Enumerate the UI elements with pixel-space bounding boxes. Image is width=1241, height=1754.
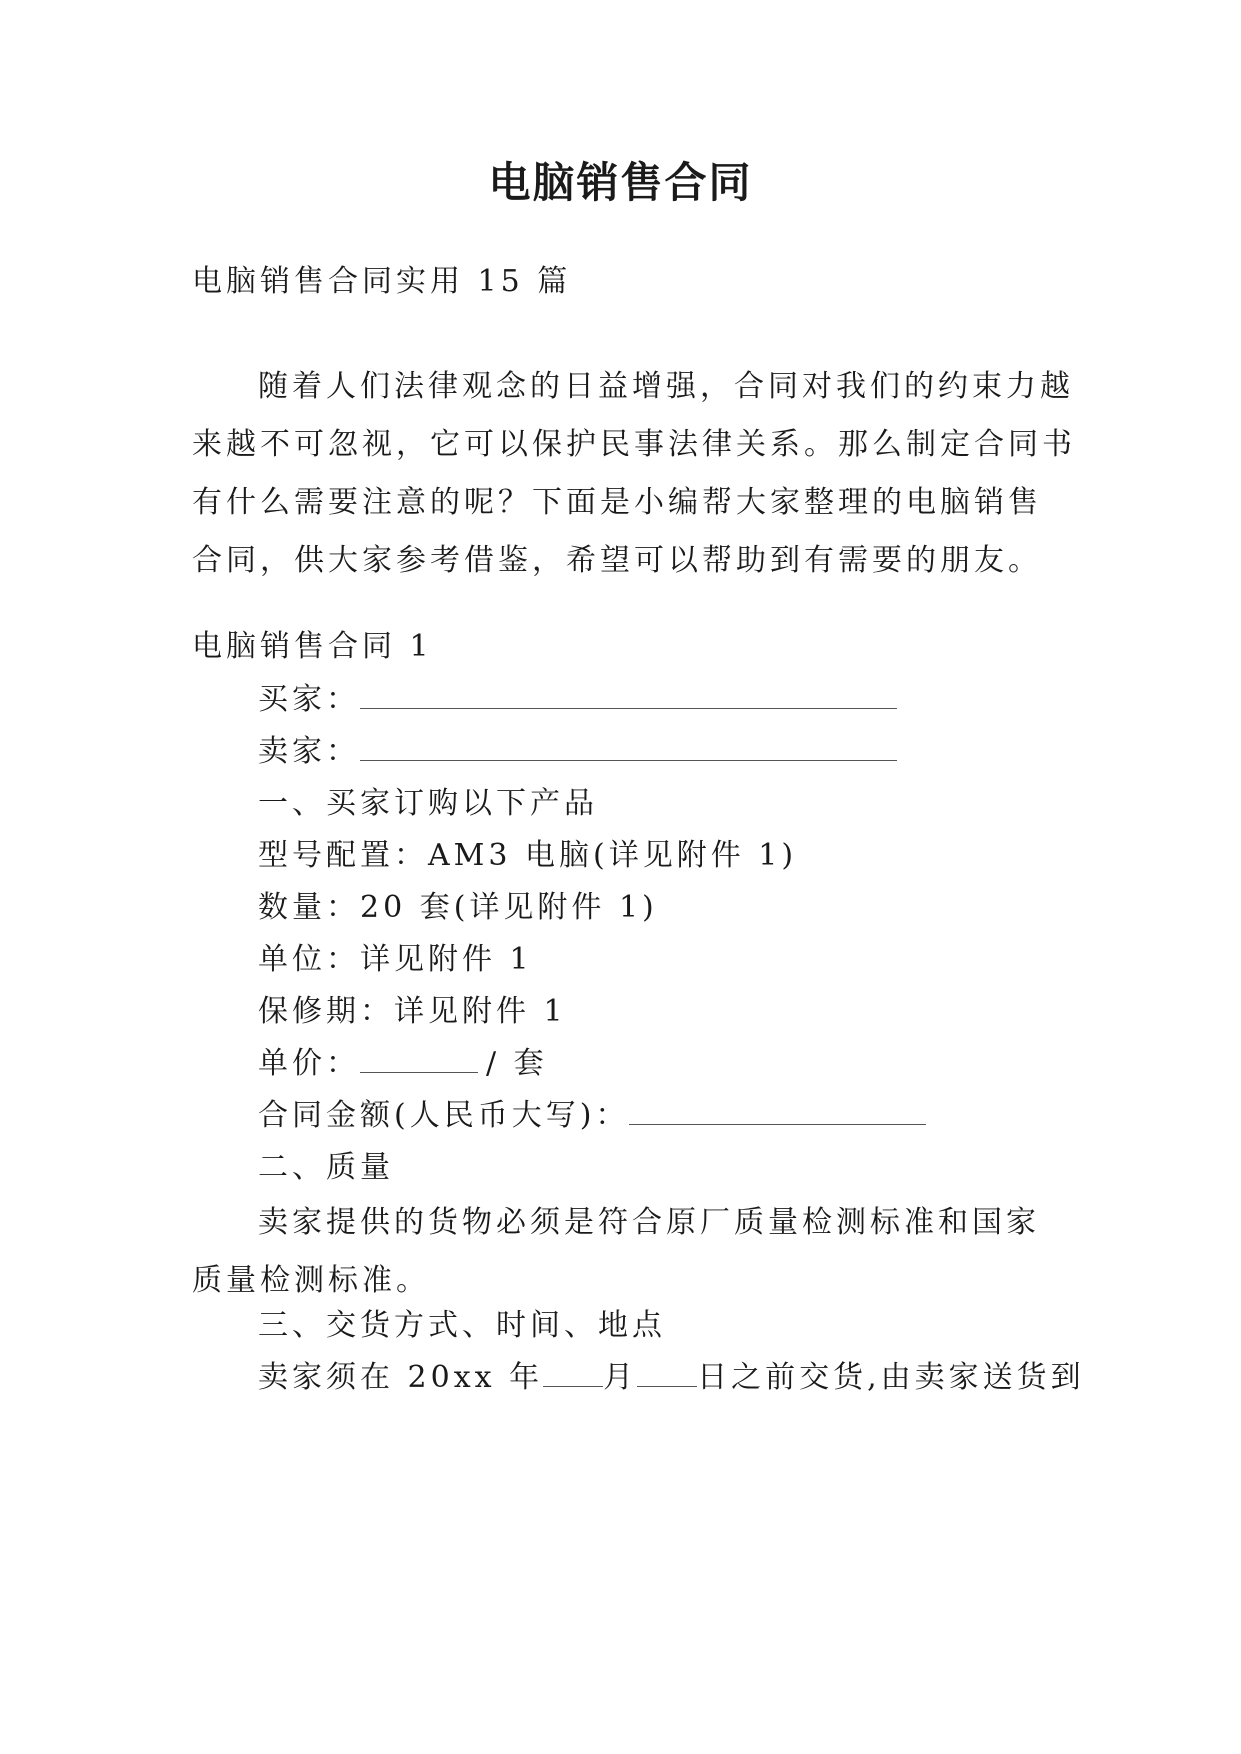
intro-line: 有什么需要注意的呢？下面是小编帮大家整理的电脑销售 [192,485,1042,520]
seller-line [258,732,897,772]
seller-blank [360,734,897,761]
quality-paragraph [192,1194,1052,1310]
document-title: 电脑销售合同 [488,158,753,207]
intro-line: 随着人们法律观念的日益增强，合同对我们的约束力越 [258,369,1074,404]
delivery-day-blank [637,1360,697,1387]
item3-heading: 三、交货方式、时间、地点 [258,1308,666,1343]
unit-line: 单位：详见附件 1 [258,942,533,977]
buyer-line [258,680,897,720]
warranty-line: 保修期：详见附件 1 [258,994,567,1029]
buyer-blank [360,682,897,709]
delivery-prefix: 卖家须在 20xx 年 [258,1360,544,1395]
intro-paragraph [192,358,1076,590]
intro-line: 合同，供大家参考借鉴，希望可以帮助到有需要的朋友。 [192,543,1042,578]
item1-heading: 一、买家订购以下产品 [258,786,598,821]
unit-price-label: 单价： [258,1046,360,1081]
item2-heading: 二、质量 [258,1150,394,1185]
seller-label: 卖家： [258,734,360,769]
section-title: 电脑销售合同 1 [192,629,433,664]
quantity-line: 数量：20 套(详见附件 1) [258,890,658,925]
intro-line: 来越不可忽视，它可以保护民事法律关系。那么制定合同书 [192,427,1076,462]
quality-line: 卖家提供的货物必须是符合原厂质量检测标准和国家 [258,1205,1040,1240]
unit-price-blank [360,1046,478,1073]
delivery-suffix: 日之前交货,由卖家送货到 [697,1360,1085,1395]
buyer-label: 买家： [258,682,360,717]
delivery-month: 月 [603,1360,638,1395]
document-subtitle: 电脑销售合同实用 15 篇 [192,264,572,299]
quality-line: 质量检测标准。 [192,1263,430,1298]
delivery-month-blank [543,1360,603,1387]
delivery-line [258,1358,1085,1398]
unit-price-suffix: / 套 [486,1046,548,1081]
contract-amount-line [258,1096,926,1136]
contract-amount-label: 合同金额(人民币大写)： [258,1098,630,1133]
contract-amount-blank [629,1098,926,1125]
unit-price-line [258,1044,548,1084]
model-config-line: 型号配置：AM3 电脑(详见附件 1) [258,838,798,873]
